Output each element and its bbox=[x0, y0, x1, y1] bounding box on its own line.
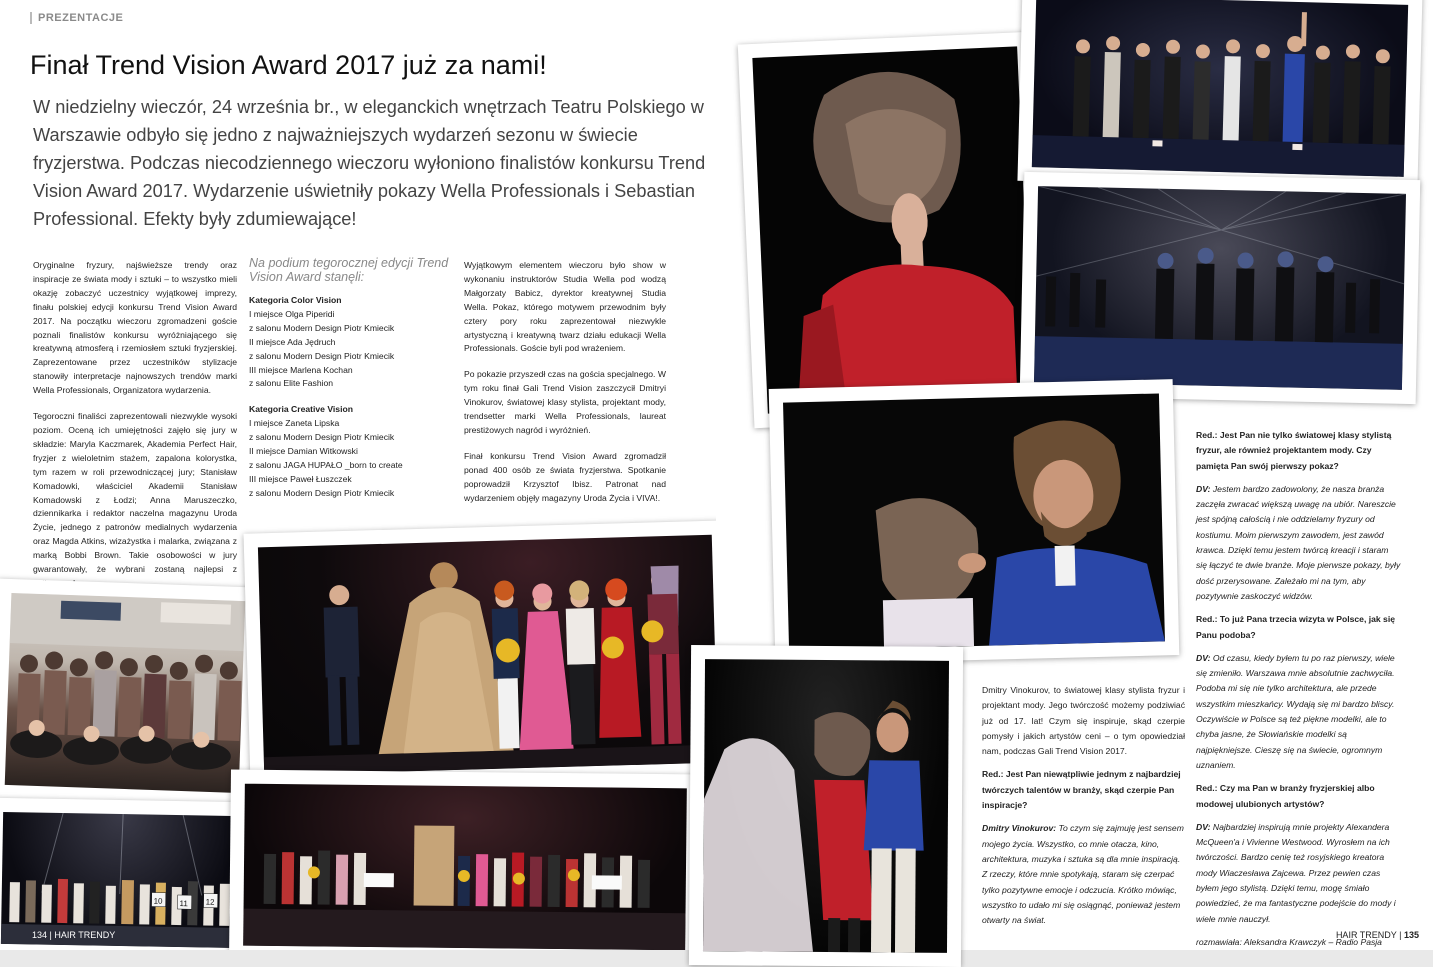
answer-prefix: Dmitry Vinokurov: bbox=[982, 823, 1057, 834]
podium-list bbox=[249, 417, 449, 500]
stage-number-label: 12 bbox=[205, 897, 215, 907]
runway-illustration bbox=[1034, 186, 1406, 390]
list-item: z salonu JAGA HUPAŁO _born to create bbox=[249, 459, 403, 470]
photo-stage-finalists bbox=[0, 798, 253, 950]
stylist-illustration bbox=[783, 393, 1165, 650]
list-item: z salonu Modern Design Piotr Kmiecik bbox=[249, 350, 395, 361]
interview-answer bbox=[1196, 820, 1401, 927]
interview-question: Red.: To już Pana trzecia wizyta w Polsce, jak się Panu podoba? bbox=[1196, 614, 1395, 640]
paragraph: Oryginalne fryzury, najświeższe trendy oraz inspiracje ze świata mody i sztuki – to wszystko mieli okazję zobaczyć uczestnicy wyjątkowej imprezy, finału polskiej edycji konkursu Trend Vision Award 2017. Na początku wieczoru zgromadzeni goście poznali finalistów konkursu wyróżniającego się kreatywną atmosferą i rzemiosłem sztuki fryzjerskiej. Zaprezentowane przez uczestników stylizacje stanowiły interpretacje najnowszych trendów marki Wella Professionals, Organizatora wydarzenia. bbox=[33, 260, 237, 396]
stage-number-label: 11 bbox=[179, 899, 188, 909]
interview-column bbox=[1196, 428, 1401, 950]
page-number: 135 bbox=[1403, 930, 1419, 940]
photo-stylist-at-work bbox=[769, 379, 1180, 665]
interview-credit: rozmawiała: Aleksandra Krawczyk – Radio Pasja bbox=[1196, 936, 1382, 947]
answer-text: To czym się zajmuję jest sensem mojego życia. Wszystko, co mnie otacza, kino, architektura, muzyka i sztuka są dla mnie inspiracją. Z rzeczy, które mnie spotykają, staram się czerpać tylko pozytywne emocje i odczucia. Krótko mówiąc, wszystko to udało mi się osiągnąć, ponieważ jestem otwarty na świat. bbox=[982, 823, 1184, 926]
list-item: II miejsce Damian Witkowski bbox=[249, 446, 358, 457]
podium-illustration bbox=[258, 535, 716, 776]
model-red-dress-illustration bbox=[752, 46, 1032, 413]
photo-group-backstage bbox=[0, 578, 260, 807]
folio-brand: HAIR TRENDY bbox=[1335, 930, 1397, 940]
paragraph: Finał konkursu Trend Vision Award zgromadził ponad 400 osób ze świata fryzjerstwa. Spotkanie poprowadził Krzysztof Ibisz. Patronat nad wydarzeniem objęły magazyny Uroda Życia i VIVA!. bbox=[464, 450, 666, 503]
category-title: Kategoria Creative Vision bbox=[249, 404, 353, 415]
stylist-stage-illustration bbox=[703, 659, 949, 953]
photo-podium-winners bbox=[244, 520, 716, 789]
interview-question: Red.: Jest Pan niewątpliwie jednym z najbardziej twórczych talentów w branży, skąd czerpie Pan inspiracje? bbox=[982, 769, 1181, 811]
list-item: III miejsce Marlena Kochan bbox=[249, 364, 353, 375]
photo-model-red-dress bbox=[738, 32, 1047, 428]
answer-text: Jestem bardzo zadowolony, że nasza branża zaczęła zwracać większą uwagę na ubiór. Nareszcie jest spójną całością i nie oddzielamy fryzury od kostiumu. Moim pierwszym zawodem, jest zawód krawca. Dzięki temu jestem twórcą kreacji i staram się łączyć te dwie branże. Moje pierwsze pokazy, były dość przerysowane. Zależało mi na tym, aby pozytywnie zaskoczyć widzów. bbox=[1196, 483, 1401, 601]
photo-stage-wide bbox=[229, 770, 701, 950]
answer-prefix: DV: bbox=[1196, 652, 1211, 663]
paragraph: Wyjątkowym elementem wieczoru było show w wykonaniu instruktorów Studia Wella pod wodzą Małgorzaty Babicz, dyrektor kreatywnej Studia Wella. Pokaz, którego motywem przewodnim były cztery pory roku zaprezentował niezwykle artystyczną i kreatywną twarz działu edukacji Wella Professionals. Goście byli pod wrażeniem. bbox=[464, 260, 666, 354]
interview-question: Red.: Jest Pan nie tylko światowej klasy stylistą fryzur, ale również projektantem mody. Czy pamięta Pan swój pierwszy pokaz? bbox=[1196, 430, 1392, 471]
interview-question: Red.: Czy ma Pan w branży fryzjerskiej albo modowej ulubionych artystów? bbox=[1196, 783, 1375, 809]
left-page bbox=[0, 0, 716, 950]
list-item: I miejsce Zaneta Lipska bbox=[249, 418, 340, 429]
answer-prefix: DV: bbox=[1196, 821, 1211, 832]
photo-runway-show bbox=[1020, 172, 1421, 404]
list-item: z salonu Elite Fashion bbox=[249, 378, 334, 389]
list-item: z salonu Modern Design Piotr Kmiecik bbox=[249, 487, 395, 498]
podium-title: Na podium tegorocznej edycji Trend Vision Award stanęli: bbox=[249, 256, 449, 284]
stage-wide-illustration bbox=[243, 784, 687, 950]
section-tag: PREZENTACJE bbox=[30, 12, 123, 24]
article-lead: W niedzielny wieczór, 24 września br., w eleganckich wnętrzach Teatru Polskiego w Warszawie odbyło się jedno z najważniejszych wydarzeń sezonu w świecie fryzjerstwa. Podczas niecodziennego wieczoru wyłoniono finalistów konkursu Trend Vision Award 2017. Wydarzenie uświetniły pokazy Wella Professionals i Sebastian Professional. Efekty były zdumiewające! bbox=[33, 97, 706, 229]
folio-left: 134 | HAIR TRENDY bbox=[32, 930, 116, 940]
answer-text: Od czasu, kiedy byłem tu po raz pierwszy, wiele się zmieniło. Warszawa mnie absolutnie zachwyciła. Podoba mi się nie tylko architektura, ale przede wszystkim mieszkańcy. Wydają się mi bardzo bliscy. Oczywiście w Polsce są też piękne modelki, ale to chyba jasne, że Słowiańskie modelki są najpiękniejsze. Cieszę się na świecie, ogromnym uznaniem. bbox=[1196, 652, 1395, 770]
interview-answer bbox=[1196, 482, 1401, 604]
stage-finalists-illustration bbox=[1, 812, 239, 948]
podium-column bbox=[249, 256, 449, 513]
photo-stage-lineup bbox=[1017, 0, 1422, 191]
answer-text: Najbardziej inspirują mnie projekty Alexandera McQueen'a i Vivienne Westwood. Wyrosłem na ich twórczości. Bardzo cenię też rosyjskiego kreatora mody Wiaczesława Zajcewa. Przez pewien czas byłem jego stylistą. Dzięki temu, mogę śmiało powiedzieć, że ma fantastyczne podejście do mody i wiele mnie nauczył. bbox=[1196, 821, 1396, 924]
list-item: I miejsce Olga Piperidi bbox=[249, 308, 335, 319]
category-title: Kategoria Color Vision bbox=[249, 295, 342, 305]
interview-answer bbox=[982, 821, 1185, 928]
stage-lineup-illustration bbox=[1032, 0, 1408, 177]
text-column-3 bbox=[464, 259, 666, 518]
intro-paragraph: Dmitry Vinokurov, to światowej klasy stylista fryzur i projektant mody. Jego twórczość możemy podziwiać już od 17. lat! Czym się inspiruje, skąd czerpie pomysły i jakich artystów ceni – o tym opowiedział nam, podczas Gali Trend Vision 2017. bbox=[982, 685, 1185, 757]
stage-number-label: 10 bbox=[153, 896, 163, 906]
list-item: z salonu Modern Design Piotr Kmiecik bbox=[249, 322, 395, 333]
text-column-1 bbox=[33, 259, 237, 603]
paragraph: Po pokazie przyszedł czas na gościa specjalnego. W tym roku finał Gali Trend Vision zaszczycił Dmitryi Vinokurov, światowej klasy stylista, projektant mody, trendsetter marki Wella Professionals, laureat prestiżowych nagród i wyróżnień. bbox=[464, 369, 666, 435]
article-headline: Finał Trend Vision Award 2017 już za nami! bbox=[30, 50, 547, 80]
podium-list bbox=[249, 308, 449, 391]
folio-right: HAIR TRENDY | 135 bbox=[1335, 930, 1419, 940]
list-item: z salonu Modern Design Piotr Kmiecik bbox=[249, 432, 395, 443]
list-item: III miejsce Paweł Łuszczek bbox=[249, 473, 352, 484]
interview-answer bbox=[1196, 651, 1401, 773]
answer-prefix: DV: bbox=[1196, 483, 1211, 494]
photo-stylist-stage bbox=[689, 645, 963, 967]
interview-intro-column bbox=[982, 683, 1185, 936]
list-item: II miejsce Ada Jędruch bbox=[249, 336, 336, 347]
paragraph: Tegoroczni finaliści zaprezentowali niezwykle wysoki poziom. Oceną ich umiejętności zajęło się jury w składzie: Maryla Kaczmarek, Akademia Perfect Hair, fryzjer z wieloletnim stażem, zapalona kolorystka, tym razem w roli przewodniczącej jury; Stanisław Komadowki, właściciel Akademii Stanisław Komadowski z Łodzi; Anna Maruszeczko, dziennikarka i redaktor naczelna magazynu Uroda Życie, jednego z patronów medialnych wydarzenia oraz Magda Atkins, wizażystka i malarka, związana z marką Bobbi Brown. Takie osobowości w jury gwarantowały, że wybrani zostaną najlepsi z bbox=[33, 411, 237, 575]
group-people-illustration bbox=[5, 593, 246, 793]
